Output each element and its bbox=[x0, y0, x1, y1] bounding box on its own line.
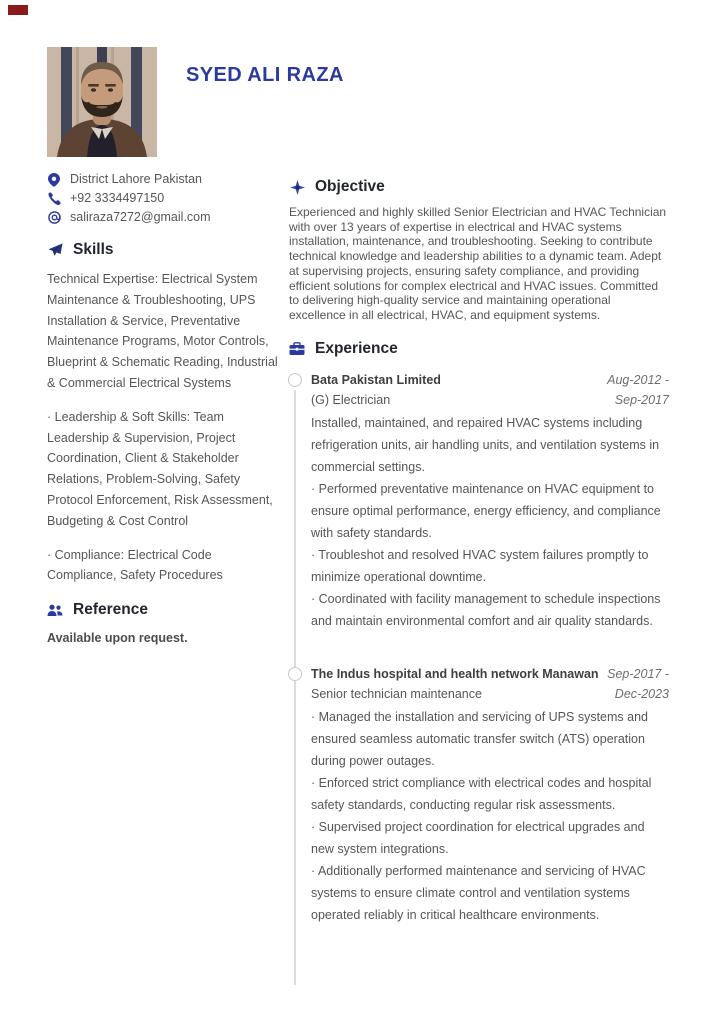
experience-section-title: Experience bbox=[315, 339, 398, 357]
skills-paragraph: Technical Expertise: Electrical System Maintenance & Troubleshooting, UPS Installation & Service, Preventative Maintenance Programs, Motor Controls, Blueprint & Schematic Reading, Industrial & Commercial Electrical Systems bbox=[47, 272, 278, 390]
timeline-dot bbox=[288, 373, 302, 387]
skills-paragraph: · Compliance: Electrical Code Compliance, Safety Procedures bbox=[47, 547, 223, 583]
skills-section-title: Skills bbox=[73, 241, 114, 258]
objective-text: Experienced and highly skilled Senior Electrician and HVAC Technician with over 13 years of expertise in electrical and HVAC systems installation, maintenance, and troubleshooting. Seeking to contribute technical knowledge and leadership abilities to a dynamic team. Adept at supervising projects, ensuring safety compliance, and providing efficient solutions for complex electrical and HVAC issues. Committed to delivering high-quality service and maintaining operational excellence in all electrical, HVAC, and equipment systems. bbox=[289, 205, 667, 322]
phone-icon bbox=[47, 192, 61, 206]
date-start: Sep-2017 - bbox=[607, 666, 669, 681]
experience-entry bbox=[311, 664, 669, 926]
company-name: The Indus hospital and health network Manawan bbox=[311, 666, 599, 681]
location-pin-icon bbox=[47, 173, 61, 187]
experience-section-header bbox=[289, 340, 669, 358]
skills-section-header bbox=[47, 241, 284, 259]
experience-timeline-line bbox=[294, 390, 296, 985]
contact-location bbox=[47, 170, 284, 189]
paper-plane-icon bbox=[47, 242, 63, 258]
entry-title-row bbox=[311, 370, 669, 391]
entry-bullet: · Managed the installation and servicing of UPS systems and ensured seamless automatic transfer switch (ATS) operation during power outages. bbox=[311, 709, 648, 768]
profile-photo bbox=[47, 47, 157, 157]
job-role: Senior technician maintenance bbox=[311, 687, 482, 702]
contact-location-text: District Lahore Pakistan bbox=[70, 172, 203, 186]
left-column bbox=[47, 170, 284, 648]
compass-icon bbox=[289, 179, 305, 195]
job-role: (G) Electrician bbox=[311, 393, 391, 408]
reference-note: Available upon request. bbox=[47, 631, 188, 646]
contact-list bbox=[47, 170, 284, 227]
entry-role-row bbox=[311, 684, 669, 705]
objective-section-header bbox=[289, 178, 669, 196]
date-start: Aug-2012 - bbox=[607, 372, 669, 387]
users-icon bbox=[47, 602, 63, 618]
experience-entry bbox=[311, 370, 669, 632]
timeline-dot bbox=[288, 667, 302, 681]
objective-section-title: Objective bbox=[315, 178, 385, 195]
entry-bullet: · Enforced strict compliance with electrical codes and hospital safety standards, conducting regular risk assessments. bbox=[311, 775, 652, 812]
reference-section-title: Reference bbox=[73, 601, 148, 619]
at-icon bbox=[47, 211, 61, 225]
skills-paragraph: · Leadership & Soft Skills: Team Leadership & Supervision, Project Coordination, Client & Stakeholder Relations, Problem-Solving, Safety Protocol Enforcement, Risk Assessment, Budgeting & Cost Control bbox=[47, 409, 273, 528]
entry-description bbox=[311, 412, 669, 632]
entry-role-row bbox=[311, 390, 669, 411]
contact-phone-text: +92 3334497150 bbox=[70, 191, 165, 205]
company-name: Bata Pakistan Limited bbox=[311, 372, 441, 387]
corner-accent-mark bbox=[8, 5, 28, 15]
entry-bullet: · Troubleshot and resolved HVAC system failures promptly to minimize operational downtime. bbox=[311, 547, 649, 584]
briefcase-icon bbox=[289, 341, 305, 357]
date-end: Dec-2023 bbox=[614, 687, 669, 702]
entry-description bbox=[311, 706, 669, 926]
contact-phone bbox=[47, 189, 284, 208]
entry-bullet: · Supervised project coordination for electrical upgrades and new system integrations. bbox=[311, 819, 645, 856]
entry-title-row bbox=[311, 664, 669, 685]
entry-bullet: · Additionally performed maintenance and servicing of HVAC systems to ensure climate control and ventilation systems operated reliably in critical healthcare environments. bbox=[311, 863, 646, 922]
entry-bullet: · Performed preventative maintenance on HVAC equipment to ensure optimal performance, energy efficiency, and compliance with safety standards. bbox=[311, 481, 661, 540]
date-end: Sep-2017 bbox=[614, 393, 669, 408]
contact-email bbox=[47, 208, 284, 227]
contact-email-text: saliraza7272@gmail.com bbox=[70, 210, 211, 224]
profile-photo-illustration bbox=[47, 47, 157, 157]
right-column bbox=[289, 172, 669, 926]
candidate-name: SYED ALI RAZA bbox=[186, 64, 344, 86]
reference-section-header bbox=[47, 601, 284, 619]
entry-bullet: · Coordinated with facility management to schedule inspections and maintain environmental comfort and air quality standards. bbox=[311, 591, 661, 628]
entry-bullet: Installed, maintained, and repaired HVAC systems including refrigeration units, air handling units, and ventilation systems in commercial settings. bbox=[311, 415, 660, 474]
